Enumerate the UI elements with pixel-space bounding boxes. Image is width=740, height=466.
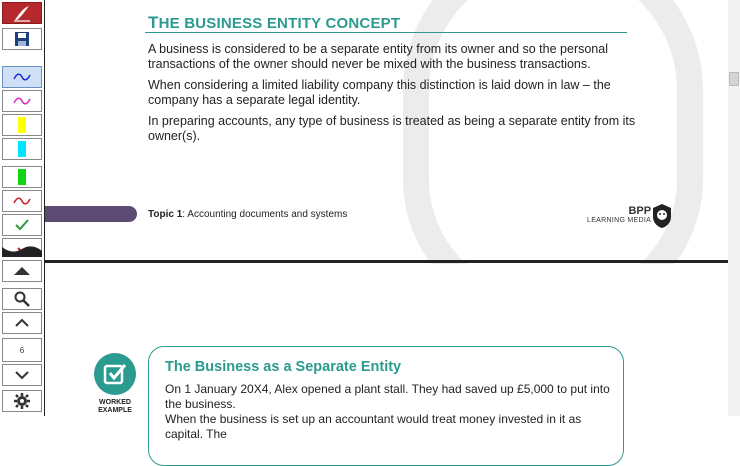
pen-blue-button[interactable] <box>2 66 42 88</box>
save-disk-icon <box>14 31 30 47</box>
next-page-button[interactable] <box>2 364 42 386</box>
check-icon <box>14 218 30 232</box>
app-logo-button[interactable] <box>2 2 42 24</box>
annotation-toolbar <box>0 0 45 416</box>
vertical-scrollbar[interactable] <box>728 0 740 416</box>
bpp-logo-text <box>587 205 651 224</box>
document-page-1 <box>45 0 728 260</box>
settings-button[interactable] <box>2 390 42 412</box>
highlighter-cyan-icon <box>17 140 27 158</box>
highlighter-yellow-button[interactable] <box>2 114 42 136</box>
pen-red-button[interactable] <box>2 190 42 212</box>
section-heading <box>148 13 400 33</box>
paragraph-3: In preparing accounts, any type of business is treated as being a separate entity from its owner(s). <box>148 114 636 143</box>
topic-label: Topic 1 <box>148 209 183 220</box>
tick-button[interactable] <box>2 214 42 236</box>
topic-text: : Accounting documents and systems <box>182 209 348 220</box>
chevron-up-icon <box>14 318 30 328</box>
worked-example-label <box>92 399 138 415</box>
example-text-cut: When the business is set up an accountant would treat money invested in it as capital. The <box>165 412 582 441</box>
scrollbar-thumb[interactable] <box>729 72 739 86</box>
lion-logo-icon <box>651 203 673 229</box>
save-button[interactable] <box>2 28 42 50</box>
pen-red-icon <box>12 195 32 207</box>
heading-initial: T <box>148 13 159 32</box>
heading-underline <box>145 32 627 33</box>
chevron-down-icon <box>14 370 30 380</box>
topic-footer <box>148 209 347 220</box>
brand-name: BPP <box>628 205 652 217</box>
document-page-2 <box>45 264 728 441</box>
paragraph-2: When considering a limited liability company this distinction is laid down in law – the company has a separate legal identity. <box>148 78 611 107</box>
highlighter-yellow-icon <box>17 116 27 134</box>
brand-subtitle: LEARNING MEDIA <box>587 217 652 224</box>
example-title: The Business as a Separate Entity <box>165 359 402 375</box>
highlighter-green-icon <box>17 168 27 186</box>
pen-blue-icon <box>12 71 32 83</box>
paragraph-1: A business is considered to be a separate entity from its owner and so the personal transactions of the owner should never be mixed with the business transactions. <box>148 42 608 71</box>
check-box-icon <box>102 361 128 387</box>
scroll-top-button[interactable] <box>2 260 42 282</box>
search-button[interactable] <box>2 288 42 310</box>
topic-bar <box>45 206 137 222</box>
toolbar-collapse-wave[interactable] <box>2 244 42 256</box>
worked-label-line2: EXAMPLE <box>98 407 132 414</box>
page-divider <box>45 260 728 263</box>
page-number-field[interactable]: 6 <box>2 338 42 362</box>
worked-label-line1: WORKED <box>99 399 131 406</box>
highlighter-cyan-button[interactable] <box>2 138 42 160</box>
worked-example-badge <box>94 353 136 395</box>
pen-magenta-icon <box>12 95 32 107</box>
triangle-up-icon <box>13 266 31 276</box>
pen-magenta-button[interactable] <box>2 90 42 112</box>
example-text <box>165 382 615 441</box>
search-icon <box>14 291 30 307</box>
example-text-line: On 1 January 20X4, Alex opened a plant stall. They had saved up £5,000 to put into the business. <box>165 382 610 411</box>
wave-chevron-icon <box>2 245 42 257</box>
highlighter-green-button[interactable] <box>2 166 42 188</box>
previous-page-button[interactable] <box>2 312 42 334</box>
gear-icon <box>14 393 30 409</box>
quill-logo-icon <box>11 4 33 22</box>
heading-rest: HE BUSINESS ENTITY CONCEPT <box>158 15 401 32</box>
